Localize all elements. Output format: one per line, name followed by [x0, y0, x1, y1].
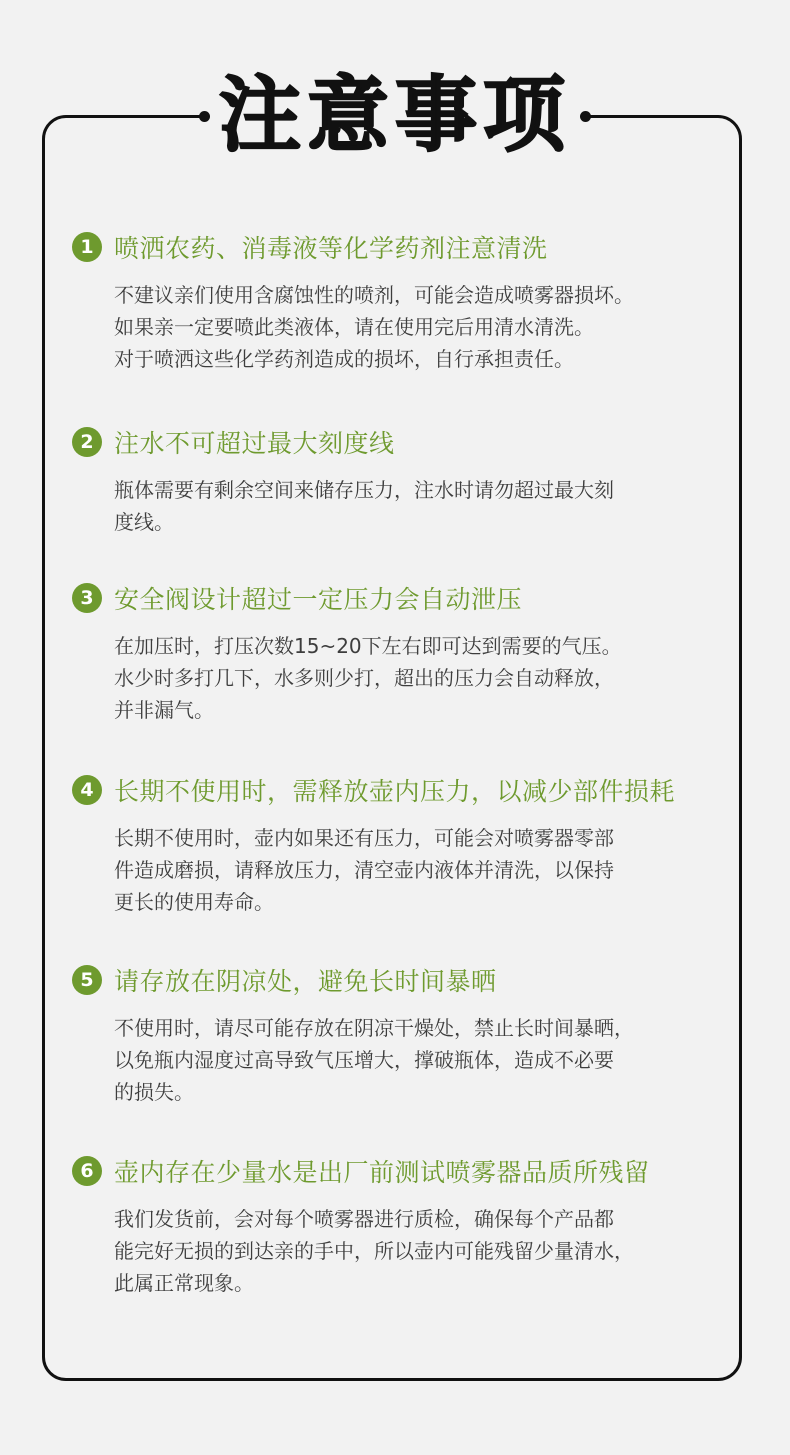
section-body [72, 1203, 732, 1299]
number-badge-icon: 4 [72, 775, 102, 805]
title-right-dot [580, 111, 591, 122]
number-badge-icon: 6 [72, 1156, 102, 1186]
body-line: 件造成磨损，请释放压力，清空壶内液体并清洗，以保持 [114, 858, 614, 882]
body-line: 的损失。 [114, 1080, 194, 1104]
section-heading: 请存放在阴凉处，避免长时间暴晒 [114, 967, 497, 996]
number-badge-icon: 3 [72, 583, 102, 613]
section-heading: 长期不使用时，需释放壶内压力，以减少部件损耗 [114, 777, 676, 806]
notice-section-2 [72, 424, 732, 538]
section-header [72, 1153, 732, 1189]
number-badge-icon: 2 [72, 427, 102, 457]
section-body [72, 1012, 732, 1108]
number-badge-icon: 1 [72, 232, 102, 262]
number-badge-icon: 5 [72, 965, 102, 995]
body-line: 能完好无损的到达亲的手中，所以壶内可能残留少量清水， [114, 1239, 634, 1263]
section-header [72, 772, 732, 808]
body-line: 对于喷洒这些化学药剂造成的损坏，自行承担责任。 [114, 347, 574, 371]
section-heading: 安全阀设计超过一定压力会自动泄压 [114, 585, 523, 614]
notice-section-6 [72, 1153, 732, 1299]
notice-section-5 [72, 962, 732, 1108]
body-line: 此属正常现象。 [114, 1271, 254, 1295]
body-line: 不建议亲们使用含腐蚀性的喷剂，可能会造成喷雾器损坏。 [114, 283, 634, 307]
body-line: 水少时多打几下，水多则少打，超出的压力会自动释放， [114, 666, 614, 690]
section-header [72, 580, 732, 616]
section-body [72, 474, 732, 538]
notice-section-4 [72, 772, 732, 918]
title-left-dot [199, 111, 210, 122]
notice-section-1 [72, 229, 732, 375]
body-line: 长期不使用时，壶内如果还有压力，可能会对喷雾器零部 [114, 826, 614, 850]
section-heading: 壶内存在少量水是出厂前测试喷雾器品质所残留 [114, 1158, 650, 1187]
section-heading: 喷洒农药、消毒液等化学药剂注意清洗 [114, 234, 548, 263]
body-line: 更长的使用寿命。 [114, 890, 274, 914]
body-line: 以免瓶内湿度过高导致气压增大，撑破瓶体，造成不必要 [114, 1048, 614, 1072]
section-body [72, 822, 732, 918]
body-line: 并非漏气。 [114, 698, 214, 722]
section-header [72, 962, 732, 998]
body-line: 不使用时，请尽可能存放在阴凉干燥处，禁止长时间暴晒， [114, 1016, 634, 1040]
section-heading: 注水不可超过最大刻度线 [114, 429, 395, 458]
title-banner [205, 66, 585, 166]
page-title: 注意事项 [218, 68, 571, 163]
body-line: 度线。 [114, 510, 174, 534]
notice-section-3 [72, 580, 732, 726]
body-line: 我们发货前，会对每个喷雾器进行质检，确保每个产品都 [114, 1207, 614, 1231]
section-body [72, 279, 732, 375]
section-body [72, 630, 732, 726]
section-header [72, 229, 732, 265]
body-line: 在加压时，打压次数15~20下左右即可达到需要的气压。 [114, 634, 622, 658]
section-header [72, 424, 732, 460]
body-line: 如果亲一定要喷此类液体，请在使用完后用清水清洗。 [114, 315, 594, 339]
body-line: 瓶体需要有剩余空间来储存压力，注水时请勿超过最大刻 [114, 478, 614, 502]
